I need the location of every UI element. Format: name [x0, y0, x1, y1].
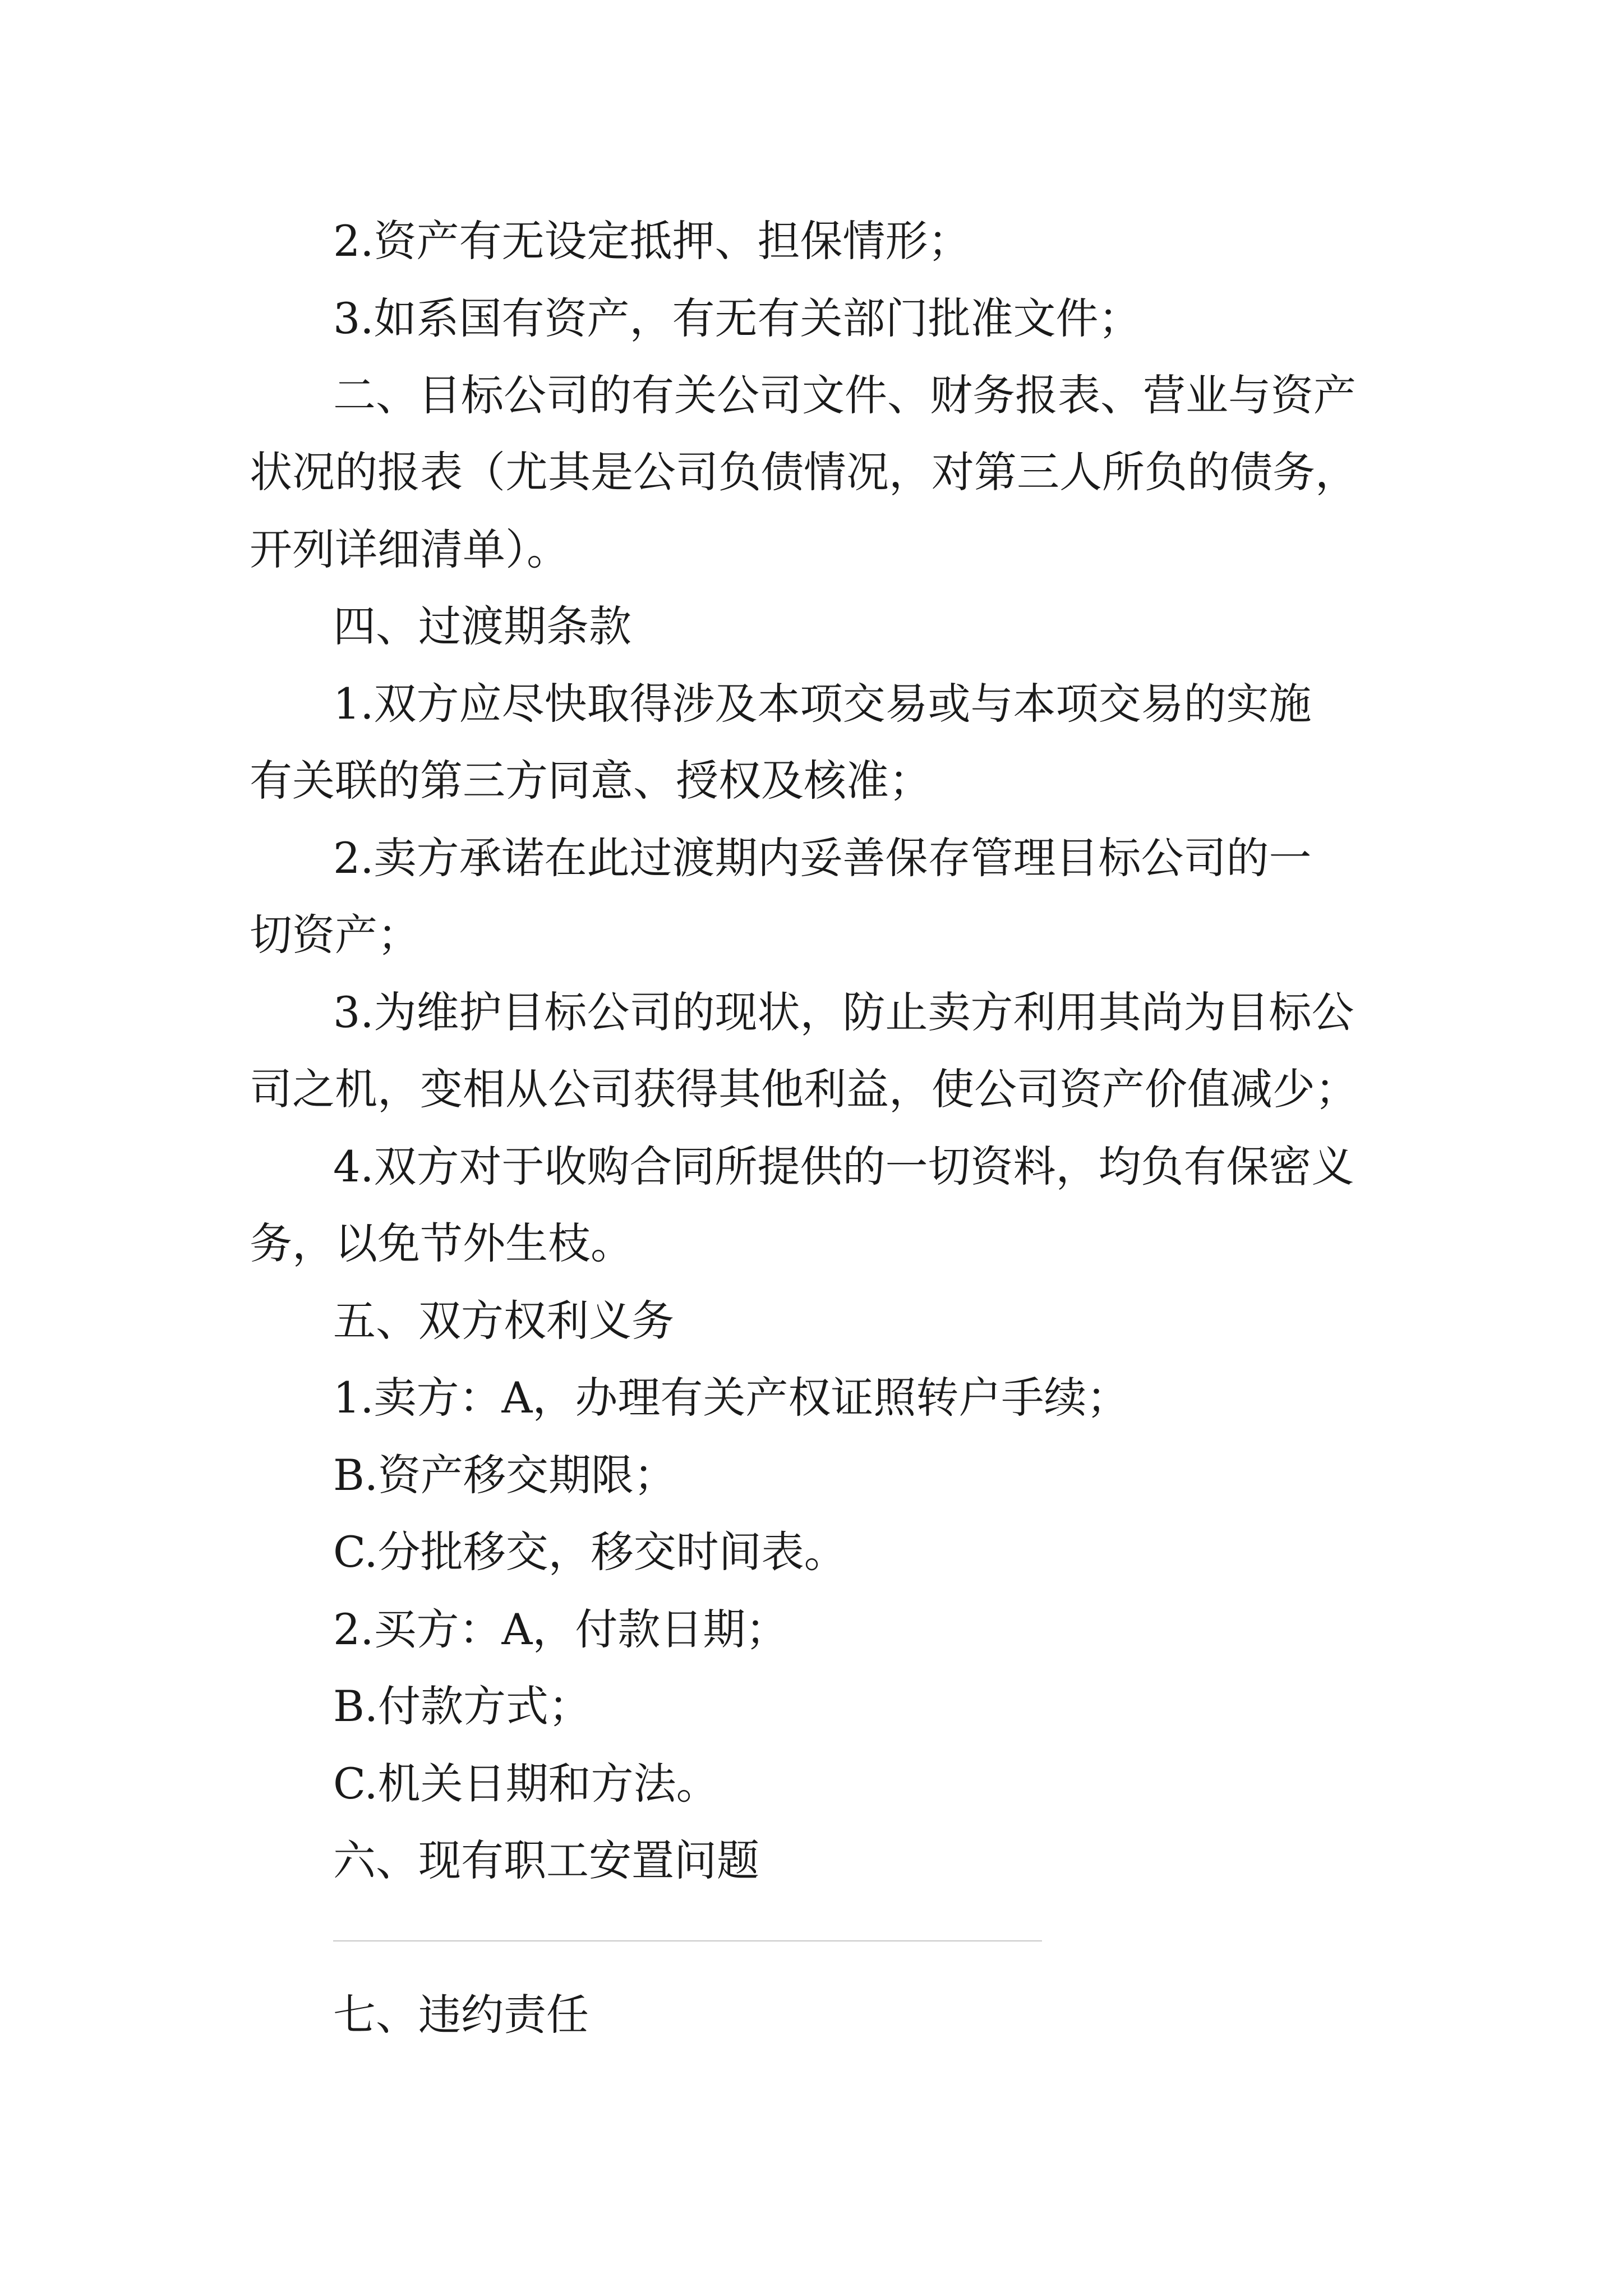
paragraph-line: B.资产移交期限； [333, 1450, 677, 1500]
paragraph-line: 3.为维护目标公司的现状，防止卖方利用其尚为目标公 [333, 987, 1354, 1037]
paragraph-line: 二、目标公司的有关公司文件、财务报表、营业与资产 [333, 370, 1356, 420]
paragraph-line: 开列详细清单）。 [250, 524, 569, 574]
page-divider [333, 1940, 1042, 1941]
section-heading: 七、违约责任 [333, 1990, 589, 2040]
paragraph-line: 1.卖方：A，办理有关产权证照转户手续； [333, 1373, 1129, 1423]
paragraph-line: 有关联的第三方同意、授权及核准； [250, 756, 932, 806]
section-heading: 五、双方权利义务 [333, 1296, 674, 1346]
paragraph-line: 4.双方对于收购合同所提供的一切资料，均负有保密义 [333, 1142, 1354, 1191]
paragraph-line: 切资产； [250, 910, 420, 960]
paragraph-line: 1.双方应尽快取得涉及本项交易或与本项交易的实施 [333, 679, 1312, 729]
paragraph-line: 2.卖方承诺在此过渡期内妥善保存管理目标公司的一 [333, 833, 1312, 883]
paragraph-line: C.分批移交，移交时间表。 [333, 1527, 847, 1577]
paragraph-line: 司之机，变相从公司获得其他利益，使公司资产价值减少； [250, 1064, 1358, 1114]
paragraph-line: C.机关日期和方法。 [333, 1759, 719, 1809]
paragraph-line: 状况的报表（尤其是公司负债情况，对第三人所负的债务， [250, 447, 1358, 497]
section-heading: 四、过渡期条款 [333, 601, 631, 651]
paragraph-line: 2.买方：A，付款日期； [333, 1604, 789, 1654]
section-heading: 六、现有职工安置问题 [333, 1835, 759, 1885]
paragraph-line: 3.如系国有资产，有无有关部门批准文件； [333, 293, 1141, 343]
paragraph-line: 2.资产有无设定抵押、担保情形； [333, 216, 971, 266]
paragraph-line: 务，以免节外生枝。 [250, 1218, 633, 1268]
paragraph-line: B.付款方式； [333, 1681, 592, 1731]
